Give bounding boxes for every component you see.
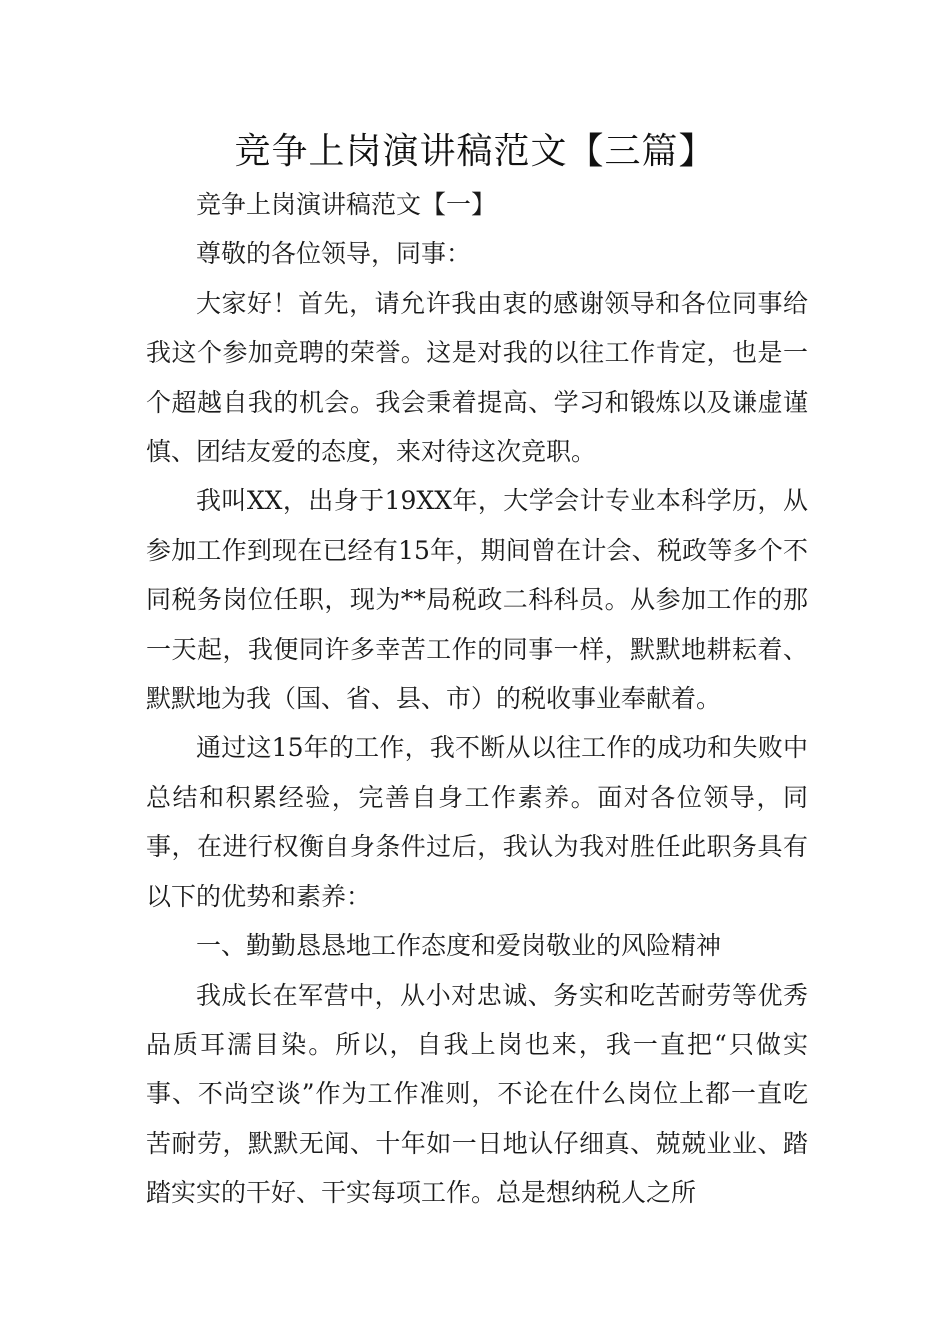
salutation: 尊敬的各位领导，同事： [196,239,472,269]
subheading-strength-one: 一、勤勤恳恳地工作态度和爱岗敬业的风险精神 [196,931,722,961]
section-heading: 竞争上岗演讲稿范文【一】 [196,190,497,219]
paragraph-greeting: 大家好！首先，请允许我由衷的感谢领导和各位同事给我这个参加竞聘的荣誉。这是对我的以往工作肯定，也是一个超越自我的机会。我会秉着提高、学习和锻炼以及谦虚谨慎、团结友爱的态度，来对待这次竞职。 [146,288,808,467]
paragraph-introduction: 我叫XX，出身于19XX年，大学会计专业本科学历，从参加工作到现在已经有15年，期间曾在计会、税政等多个不同税务岗位任职，现为**局税政二科科员。从参加工作的那一天起，我便同许多幸苦工作的同事一样，默默地耕耘着、默默地为我（国、省、县、市）的税收事业奉献着。 [146,486,808,714]
document-body [146,180,808,1218]
paragraph-strength-one: 我成长在军营中，从小对忠诚、务实和吃苦耐劳等优秀品质耳濡目染。所以，自我上岗也来，我一直把“只做实事、不尚空谈”作为工作准则，不论在什么岗位上都一直吃苦耐劳，默默无闻、十年如一日地认仔细真、兢兢业业、踏踏实实的干好、干实每项工作。总是想纳税人之所 [146,980,808,1208]
document-title: 竞争上岗演讲稿范文【三篇】 [234,131,716,172]
paragraph-experience: 通过这15年的工作，我不断从以往工作的成功和失败中总结和积累经验，完善自身工作素养。面对各位领导，同事，在进行权衡自身条件过后，我认为我对胜任此职务具有以下的优势和素养： [146,733,808,911]
